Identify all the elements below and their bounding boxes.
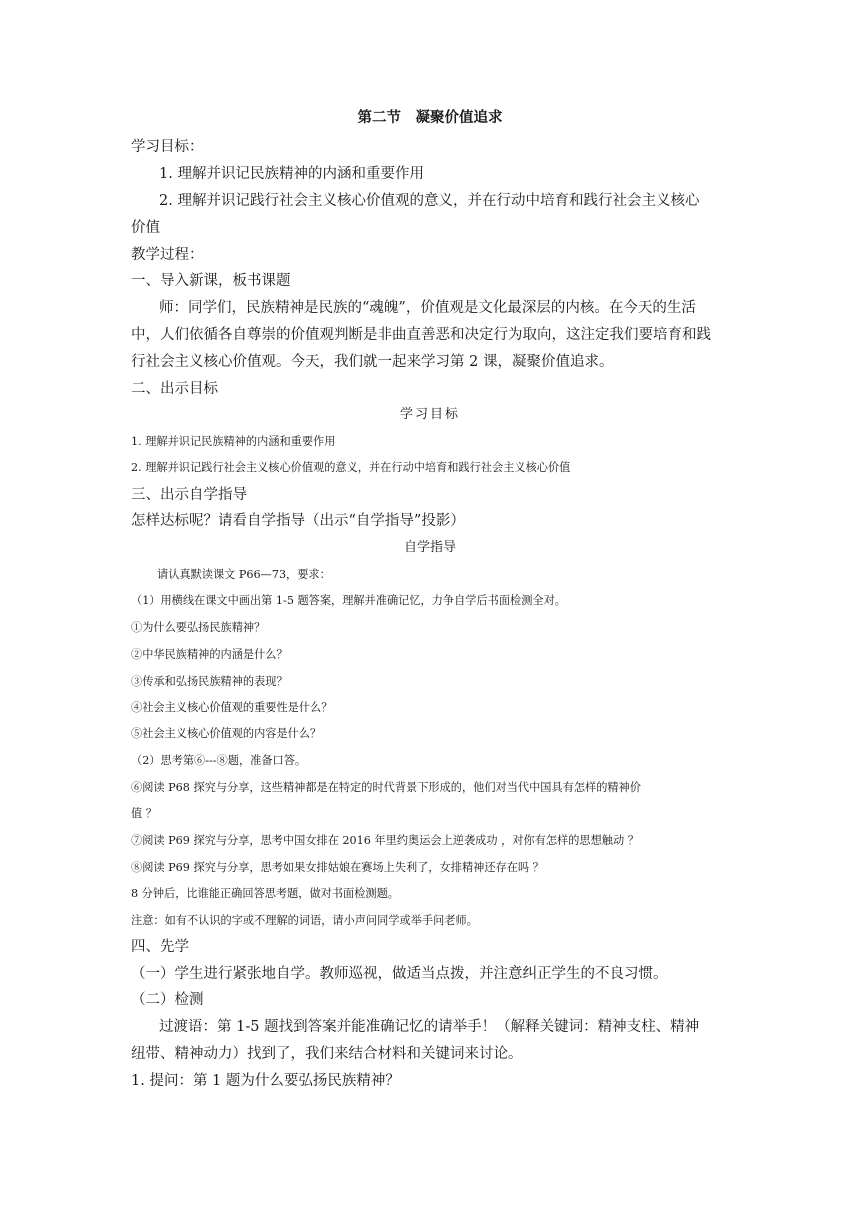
goals-box-item: 1. 理解并识记民族精神的内涵和重要作用 [131,435,336,448]
goals-box-item: 2. 理解并识记践行社会主义核心价值观的意义，并在行动中培育和践行社会主义核心价值 [131,461,571,474]
section-1-para-line: 师：同学们，民族精神是民族的“魂魄”，价值观是文化最深层的内核。在今天的生活 [159,300,696,316]
guide-line: ⑦阅读 P69 探究与分享，思考中国女排在 2016 年里约奥运会上逆袭成功 ，对你有怎样的思想触动 ？ [131,834,639,847]
process-heading: 教学过程： [131,247,204,263]
section-1-para-line: 行社会主义核心价值观。今天，我们就一起来学习第 2 课，凝聚价值追求。 [131,354,614,370]
section-4-para-line: 过渡语：第 1-5 题找到答案并能准确记忆的请举手！（解释关键词：精神支柱、精神 [159,1019,700,1035]
section-1-heading: 一、导入新课，板书课题 [131,273,291,289]
section-4-sub-2: （二）检测 [131,992,204,1008]
guide-line: ③传承和弘扬民族精神的表现？ [131,675,288,688]
goals-heading: 学习目标： [131,139,204,155]
guide-line: ①为什么要弘扬民族精神？ [131,621,266,634]
guide-line: ⑤社会主义核心价值观的内容是什么？ [131,727,322,740]
section-4-question-1: 1. 提问：第 1 题为什么要弘扬民族精神？ [131,1073,400,1089]
section-3-heading: 三、出示自学指导 [131,487,247,503]
section-3-intro: 怎样达标呢？请看自学指导（出示“自学指导”投影） [131,513,465,529]
guide-line: 8 分钟后，比谁能正确回答思考题，做对书面检测题。 [131,887,399,900]
section-4-heading: 四、先学 [131,939,189,955]
page-title: 第二节 凝聚价值追求 [357,109,503,126]
guide-line: ⑥阅读 P68 探究与分享，这些精神都是在特定的时代背景下形成的，他们对当代中国具有怎样的精神价 [131,781,641,794]
guide-line: （1）用横线在课文中画出第 1-5 题答案，理解并准确记忆，力争自学后书面检测全对。 [131,594,566,607]
guide-line: 请认真默读课文 P66—73，要求： [157,568,331,581]
section-4-para-line: 纽带、精神动力）找到了，我们来结合材料和关键词来讨论。 [131,1046,523,1062]
section-1-para-line: 中，人们依循各自尊崇的价值观判断是非曲直善恶和决定行为取向，这注定我们要培育和践 [131,327,711,343]
goal-item-2-cont: 价值 [131,220,160,236]
section-4-sub-1: （一）学生进行紧张地自学。教师巡视，做适当点拨，并注意纠正学生的不良习惯。 [131,966,668,982]
guide-line: ⑧阅读 P69 探究与分享，思考如果女排姑娘在赛场上失利了，女排精神还存在吗 ？ [131,861,544,874]
guide-box-title: 自学指导 [403,540,456,555]
goal-item-2: 2. 理解并识记践行社会主义核心价值观的意义，并在行动中培育和践行社会主义核心 [159,193,700,209]
section-2-heading: 二、出示目标 [131,381,218,397]
goals-box-title: 学习目标 [399,407,460,422]
guide-line: 注意：如有不认识的字或不理解的词语，请小声问同学或举手问老师。 [131,914,478,927]
goal-item-1: 1. 理解并识记民族精神的内涵和重要作用 [159,166,424,182]
guide-line: （2）思考第⑥---⑧题，准备口答。 [131,754,307,767]
guide-line: ④社会主义核心价值观的重要性是什么？ [131,701,333,714]
guide-line: 值 ？ [131,807,157,820]
guide-line: ②中华民族精神的内涵是什么？ [131,648,288,661]
